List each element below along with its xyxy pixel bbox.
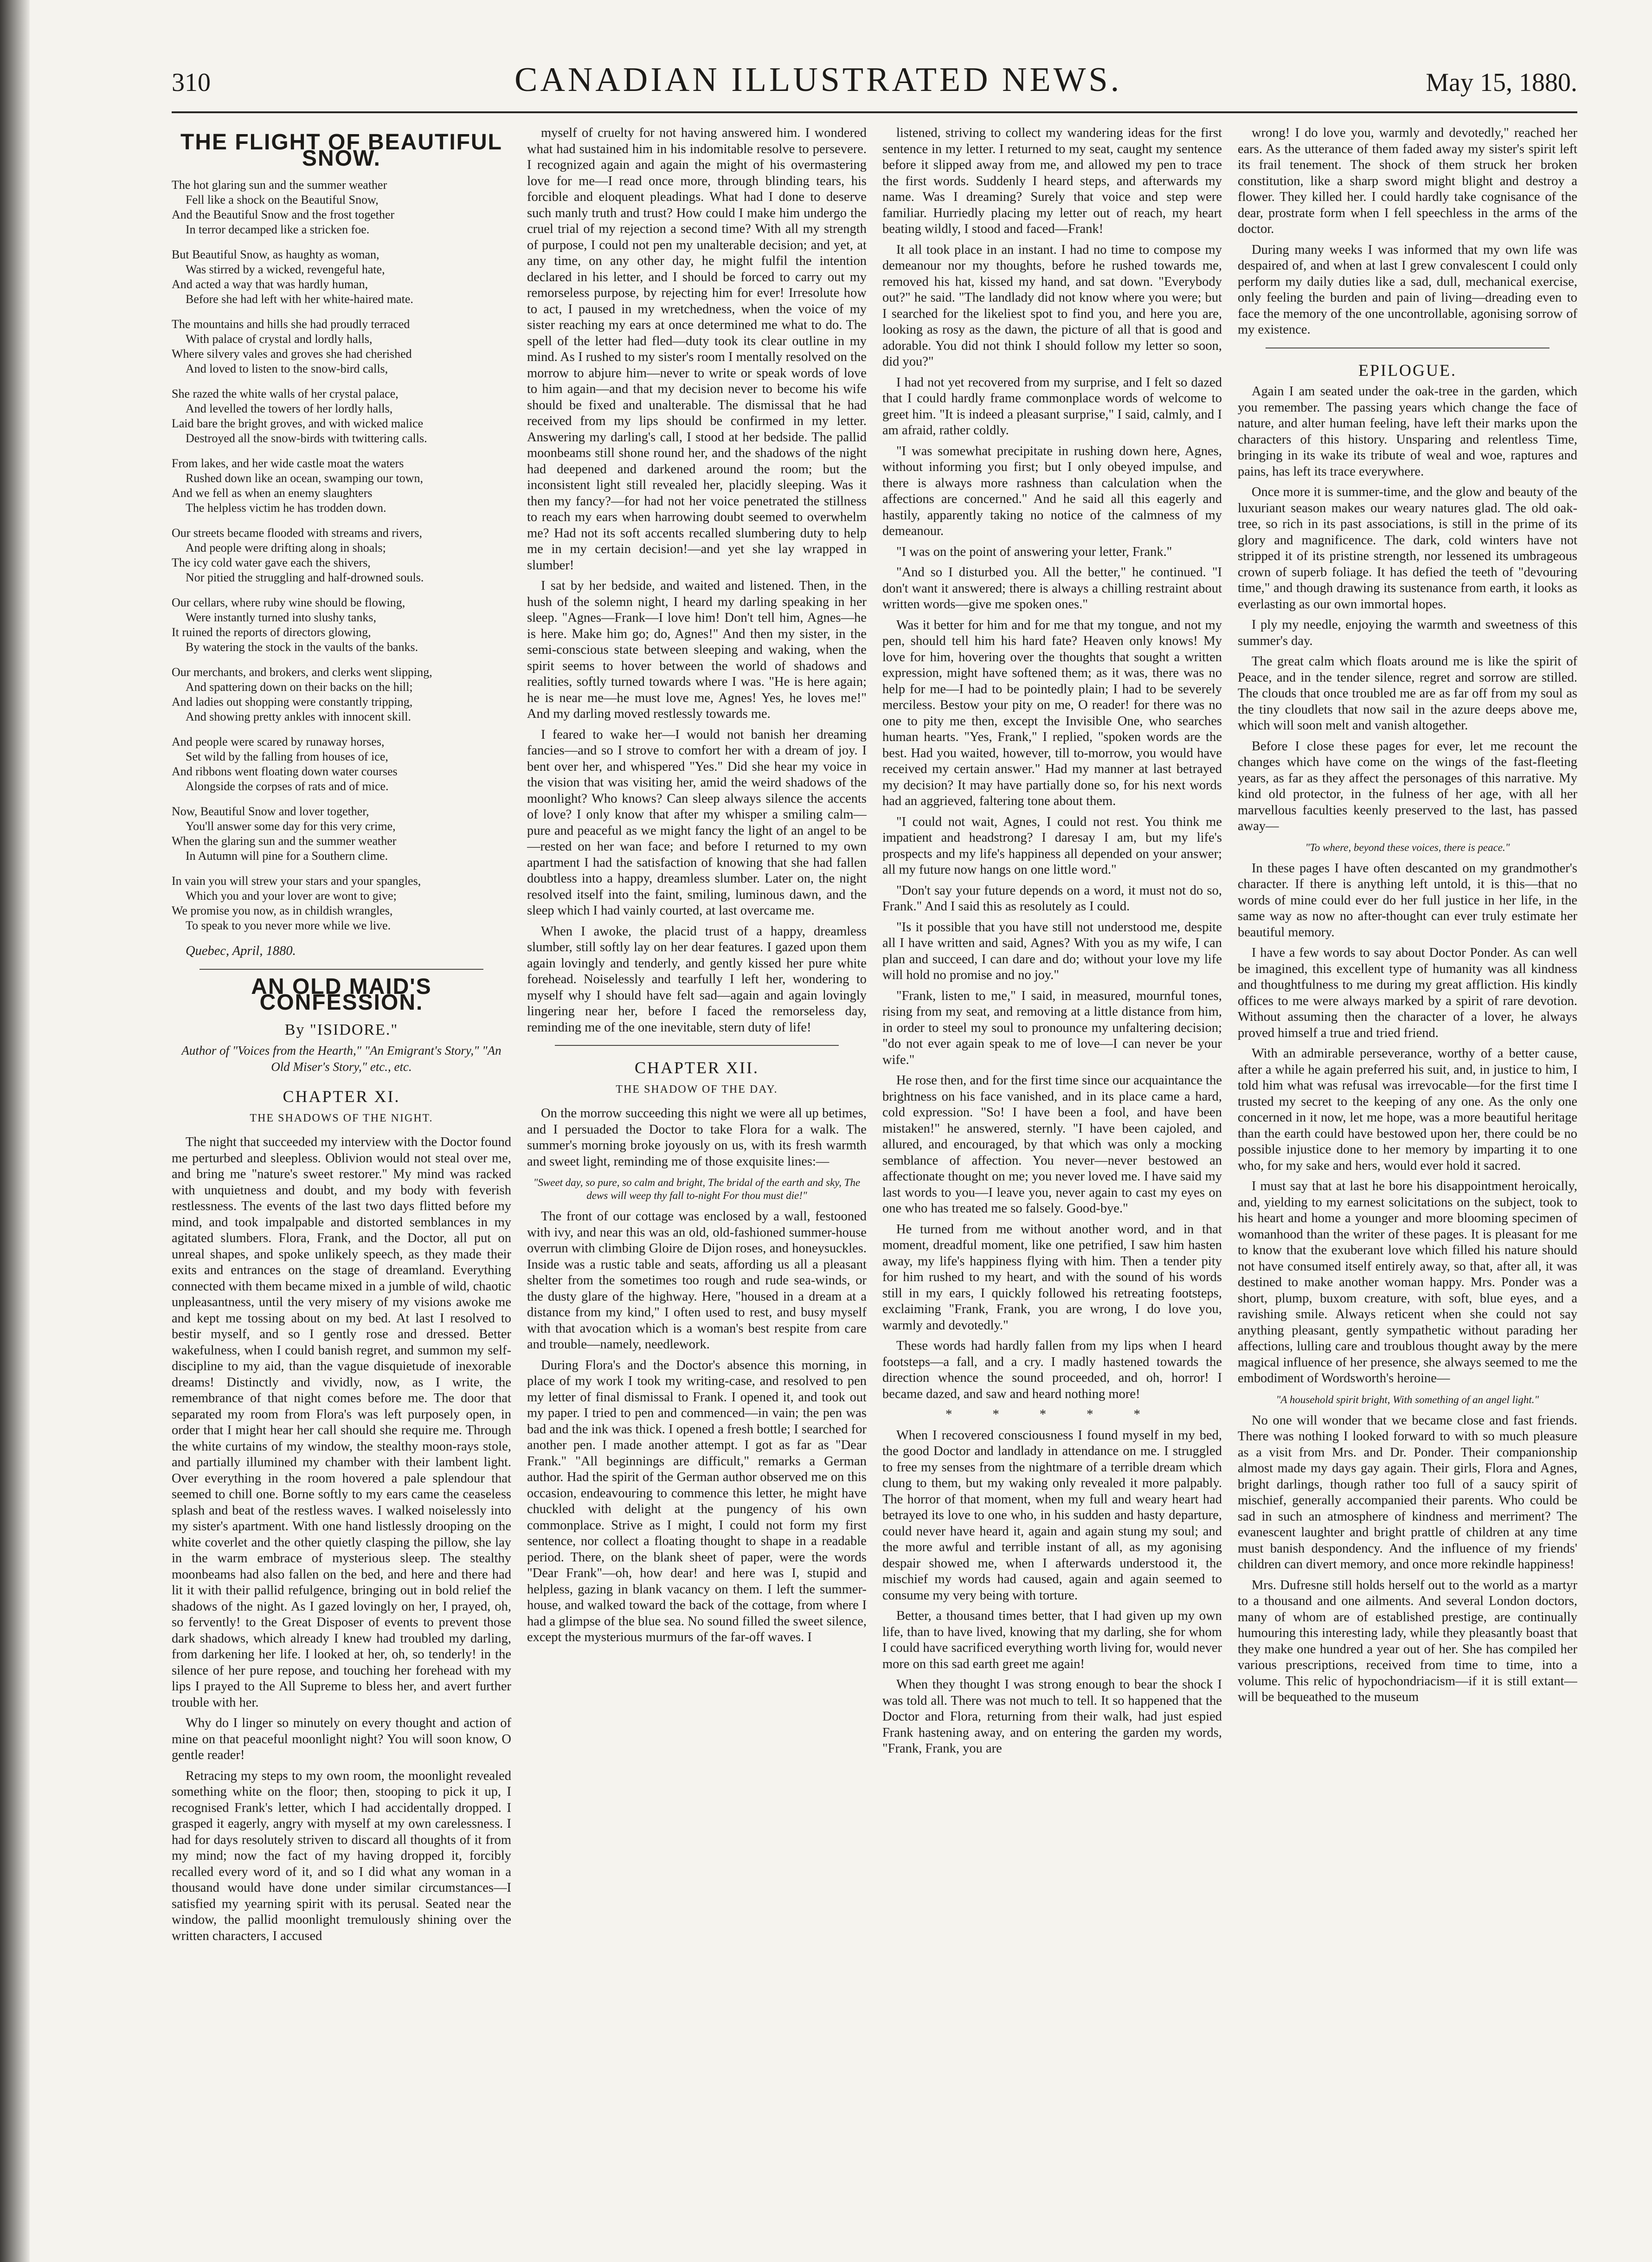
poem-line: And people were drifting along in shoals; (186, 541, 386, 554)
poem-line: But Beautiful Snow, as haughty as woman, (172, 248, 379, 261)
paragraph: He turned from me without another word, and in that moment, dreadful moment, like one petrified, I saw him hasten away, my life's happiness flying with him. Then a tender pity for him rushed to my heart, and with the sound of his words still in my ears, I quickly followed his retreating footsteps, exclaiming "Frank, Frank, you are wrong, I do love you, warmly and devotedly." (882, 1222, 1222, 1333)
poem-line: And ribbons went floating down water courses (172, 765, 398, 778)
poem-stanza (172, 456, 511, 516)
column-3-text-b (882, 1428, 1222, 1757)
paragraph: I must say that at last he bore his disappointment heroically, and, yielding to my earnest solicitations on the subject, took to his heart and home a younger and more blooming specimen of womanhood than the writer of these pages. It is pleasant for me to know that the exuberant love which filled his nature should not have consumed itself entirely away, so that, after all, it was destined to make another woman happy. Mrs. Ponder was a short, plump, buxom creature, with soft, blue eyes, and a ravishing smile. Always reticent when she could not say anything pleasant, gently sympathetic without parading her affections, lulling care and troublous thought away by the mere magical influence of her presence, she always seemed to me the embodiment of Wordsworth's heroine— (1238, 1179, 1577, 1386)
poem-line: The hot glaring sun and the summer weather (172, 178, 387, 192)
column-4-text-d (1238, 1413, 1577, 1706)
story-byline: By "ISIDORE." (284, 1021, 399, 1038)
column-1-text (172, 1134, 511, 1944)
paragraph: myself of cruelty for not having answered him. I wondered what had sustained him in his indomitable resolve to persevere. I recognized again and again the might of his overmastering love for me—I read once more, through blinding tears, his forcible and eloquent pleadings. What had I done to deserve such manly truth and trust? How could I make him undergo the cruel trial of my rejection a second time? With all my strength of purpose, I could not pen my unalterable decision; and yet, at any time, on any other day, he might fulfil the intention declared in his letter, and I should be forced to carry out my remorseless purpose, by rejecting him for ever! Irresolute how to act, I paused in my wretchedness, when the voice of my sister reaching my ears at once determined me what to do. The spell of the letter had fled—duty took its clear outline in my mind. As I rushed to my sister's room I mentally resolved on the morrow to abjure him—never to write or speak words of love to him again—and that my decision never to become his wife should be fixed and unalterable. The dismissal that he had received from my lips should be confirmed in my letter. Answering my darling's call, I stood at her bedside. The pallid moonbeams still shone round her, and the shadows of the night had deepened and darkened around the room; but the inconsistent light still revealed her, placidly sleeping. Was it then my fancy?—for had not her voice penetrated the stillness to reach my ears when harrowing doubt seemed to overwhelm me? Had not its soft accents recalled slumbering duty to help me in my certain decision!—and yet she lay wrapped in slumber! (527, 126, 867, 573)
poem-line: The mountains and hills she had proudly terraced (172, 317, 410, 331)
paragraph: "And so I disturbed you. All the better," he continued. "I don't want it answered; there is always a chilling restraint about written words—give me spoken ones." (882, 565, 1222, 612)
poem-line: Fell like a shock on the Beautiful Snow, (186, 193, 379, 206)
chapter-12-subtitle: THE SHADOW OF THE DAY. (616, 1083, 778, 1096)
poem-line: Laid bare the bright groves, and with wicked malice (172, 417, 424, 430)
poem-line: When the glaring sun and the summer weather (172, 834, 397, 848)
column-2 (527, 125, 867, 2241)
paragraph: When I awoke, the placid trust of a happy, dreamless slumber, still softly lay on her dear features. I gazed upon them again lovingly and tenderly, and gently kissed her pure white forehead. Noiselessly and tearfully I left her, wondering to myself why I should have felt sad—again and again lovingly lingering near her, before I faced the remorseless day, reminding me of the one inevitable, stern duty of life! (527, 924, 867, 1035)
paragraph: "I was somewhat precipitate in rushing down here, Agnes, without informing you first; but I only obeyed impulse, and there is always more rashness than calculation when the affections are concerned." And he said all this eagerly and hastily, apparently taking no notice of the calmness of my demeanour. (882, 444, 1222, 538)
column-2-text-c (527, 1209, 867, 1646)
poem-stanza (172, 178, 511, 237)
poem-line: Alongside the corpses of rats and of mice. (186, 780, 389, 793)
paragraph: "I could not wait, Agnes, I could not rest. You think me impatient and headstrong? I daresay I am, but my life's prospects and my life's happiness all depended on your answer; all my future now hangs on one little word." (882, 814, 1222, 877)
paragraph: "I was on the point of answering your letter, Frank." (896, 544, 1172, 559)
paragraph: listened, striving to collect my wandering ideas for the first sentence in my letter. I returned to my seat, caught my sentence before it slipped away from me, and allowed my pen to trace the first words. Suddenly I heard steps, and afterwards my name. Was I dreaming? Surely that voice and step were familiar. Hurriedly placing my letter out of reach, my heart beating wildly, I stood and faced—Frank! (882, 126, 1222, 236)
poem-stanza (172, 735, 511, 794)
column-2-text-a (527, 125, 867, 1036)
paragraph: On the morrow succeeding this night we were all up betimes, and I persuaded the Doctor to take Flora for a walk. The summer's morning broke joyously on us, with its fresh warmth and sweet light, reminding me of those exquisite lines:— (527, 1106, 867, 1169)
column-3-text-a (882, 125, 1222, 1402)
poem-line: And spattering down on their backs on the hill; (186, 680, 413, 694)
poem-line: The icy cold water gave each the shivers, (172, 556, 371, 569)
paragraph: I had not yet recovered from my surprise, and I felt so dazed that I could hardly frame commonplace words of welcome to greet him. "It is indeed a pleasant surprise," I said, calmly, and I am afraid, rather coldly. (882, 375, 1222, 438)
poem-title: THE FLIGHT OF BEAUTIFUL SNOW. (180, 130, 502, 171)
paragraph: With an admirable perseverance, worthy of a better cause, after a while he again preferred his suit, and, in justice to him, I told him what was refusal was irrevocable—for the first time I trusted my secret to the keeping of any one. As the only one concerned in it now, let me hope, was a more beautiful heritage than the earth could have bestowed upon her, there could be no possible injustice done to her memory by imparting it to one who, for my sake and hers, would ever hold it sacred. (1238, 1046, 1577, 1173)
paragraph: No one will wonder that we became close and fast friends. There was nothing I looked forward to with so much pleasure as a visit from Mrs. and Dr. Ponder. Their companionship almost made my days gay again. Their girls, Flora and Agnes, bright darlings, though rather too full of a saucy spirit of mischief, generally accompanied their parents. Who could be sad in such an atmosphere of kindness and merriment? The evanescent laughter and bright prattle of children at any time must banish despondency. And the influence of my friends' children can divert memory, and once more rekindle happiness! (1238, 1413, 1577, 1572)
paragraph: When they thought I was strong enough to bear the shock I was told all. There was not much to tell. It so happened that the Doctor and Flora, returning from their walk, had just espied Frank hastening away, and on entering the garden my words, "Frank, Frank, you are (882, 1677, 1222, 1756)
paragraph: Before I close these pages for ever, let me recount the changes which have come on the wings of the fast-fleeting years, as far as they affect the personages of this narrative. My kind old protector, in the fulness of her age, with all her marvellous faculties keenly preserved to the last, has passed away— (1238, 739, 1577, 833)
poem-line: She razed the white walls of her crystal palace, (172, 387, 399, 400)
poem-line: Our cellars, where ruby wine should be flowing, (172, 596, 405, 609)
paragraph: These words had hardly fallen from my lips when I heard footsteps—a fall, and a cry. I madly hastened towards the direction whence the sound proceeded, and oh, horror! I became dazed, and saw and heard nothing more! (882, 1339, 1222, 1401)
paragraph: Better, a thousand times better, that I had given up my own life, than to have lived, knowing that my darling, she for whom I could have sacrificed everything worth living for, would never more on this sad earth greet me again! (882, 1609, 1222, 1671)
poem-body (172, 178, 511, 933)
quote-household-spirit: "A household spirit bright, With something of an angel light." (1276, 1393, 1539, 1405)
poem-line: Rushed down like an ocean, swamping our town, (186, 471, 423, 485)
column-4 (1238, 125, 1577, 2241)
poem-line: Before she had left with her white-haired mate. (186, 292, 413, 306)
poem-line: In vain you will strew your stars and your spangles, (172, 874, 421, 888)
poem-line: In terror decamped like a stricken foe. (186, 223, 370, 236)
newspaper-title: CANADIAN ILLUSTRATED NEWS. (514, 61, 1122, 99)
issue-date: May 15, 1880. (1426, 68, 1577, 97)
poem-line: In Autumn will pine for a Southern clime. (186, 849, 388, 863)
poem-stanza (172, 526, 511, 585)
poem-line: Which you and your lover are wont to give; (186, 889, 397, 902)
paragraph: Why do I linger so minutely on every thought and action of mine on that peaceful moonlight night? You will soon know, O gentle reader! (172, 1716, 511, 1762)
poem-stanza (172, 804, 511, 864)
quote-beyond-voices: "To where, beyond these voices, there is peace." (1305, 841, 1510, 853)
paragraph: Retracing my steps to my own room, the moonlight revealed something white on the floor; then, stooping to pick it up, I recognised Frank's letter, which I had accidentally dropped. I grasped it eagerly, angry with myself at my own carelessness. I had for days resolutely striven to discard all thoughts of it from my mind; now the fact of my having dropped it, forcibly recalled every word of it, and so I did what any woman in a thousand would have done under similar circumstances—I satisfied my yearning spirit with its perusal. Seated near the window, the pallid moonlight tremulously shining over the written characters, I accused (172, 1768, 511, 1943)
paragraph: I feared to wake her—I would not banish her dreaming fancies—and so I strove to comfort her with a dream of joy. I bent over her, and whispered "Yes." Did she hear my voice in the vision that was visiting her, amid the weird shadows of the moonlight? Who knows? Can sleep always silence the accents of love? I only know that after my whisper a smiling calm—pure and peaceful as we might fancy the light of an angel to be—rested on her wan face; and before I returned to my own apartment I had the satisfaction of knowing that she had fallen doubtless into a happy, dreamless slumber. Later on, the night resolved itself into the faint, smiling, luminous dawn, and the sleep which I had vainly courted, at last overcame me. (527, 727, 867, 918)
chapter-12-title: CHAPTER XII. (635, 1058, 759, 1077)
column-4-text-b (1238, 384, 1577, 835)
poem-line: You'll answer some day for this very crime, (186, 819, 396, 833)
paragraph: During many weeks I was informed that my own life was despaired of, and when at last I grew convalescent I could only perform my daily duties like a sad, dull, mechanical exercise, only feeling the burden and pain of living—dreading even to face the memory of the one uncontrollable, agonising sorrow of my existence. (1238, 242, 1577, 337)
paragraph: "Don't say your future depends on a word, it must not do so, Frank." And I said this as resolutely as I could. (882, 883, 1222, 914)
poem-stanza (172, 387, 511, 446)
poem-line: Nor pitied the struggling and half-drowned souls. (186, 571, 424, 584)
poem-line: Set wild by the falling from houses of ice, (186, 750, 388, 763)
paragraph: During Flora's and the Doctor's absence this morning, in place of my work I took my writing-case, and resolved to pen my letter of final dismissal to Frank. I opened it, and took out my paper. I tried to pen and commenced—in vain; the pen was bad and the ink was thick. I opened a fresh bottle; I searched for another pen. I made another attempt. I got as far as "Dear Frank." "All beginnings are difficult," remarks a German author. Had the spirit of the German author observed me on this occasion, endeavouring to commence this letter, he might have chuckled with delight at the pungency of his own commonplace. Strive as I might, I could not form my first sentence, nor collect a floating thought to shape in a readable period. There, on the blank sheet of paper, were the words "Dear Frank"—oh, how dear! and here was I, stupid and helpless, gazing in blank vacancy on them. I left the summer-house, and walked toward the back of the cottage, from where I had a glimpse of the blue sea. No sound filled the sweet silence, except the mysterious murmurs of the far-off waves. I (527, 1358, 867, 1644)
poem-line: We promise you now, as in childish wrangles, (172, 904, 393, 917)
paragraph: "Frank, listen to me," I said, in measured, mournful tones, rising from my seat, and removing at a little distance from him, in order to steel my soul to pronounce my unfaltering decision; "do not ever again speak to me of love—I can never be your wife." (882, 988, 1222, 1067)
poem-stanza (172, 595, 511, 655)
divider (555, 1045, 839, 1046)
poem-line: And people were scared by runaway horses, (172, 735, 385, 748)
masthead (172, 60, 1577, 113)
poem-stanza (172, 247, 511, 307)
paragraph: When I recovered consciousness I found myself in my bed, the good Doctor and landlady in attendance on me. I struggled to free my senses from the nightmare of a terrible dream which clung to them, but my waking only revealed it more palpably. The horror of that moment, when my full and weary heart had betrayed its love to one who, in his sudden and hasty departure, could never have heard it, again and again stung my soul; and the more awful and terrible instant of all, as my agonising despair showed me, when I afterwards understood it, the mischief my words had caused, again and again seemed to consume my very being with torture. (882, 1428, 1222, 1603)
page-number: 310 (172, 68, 211, 97)
poem-line: And levelled the towers of her lordly halls, (186, 402, 393, 415)
poem-line: With palace of crystal and lordly halls, (186, 332, 373, 346)
column-2-text-b (527, 1106, 867, 1170)
poem-line: The helpless victim he has trodden down. (186, 501, 386, 515)
poem-signoff: Quebec, April, 1880. (186, 944, 296, 958)
poem-line: And showing pretty ankles with innocent skill. (186, 710, 411, 723)
chapter-11-title: CHAPTER XI. (283, 1087, 400, 1106)
paragraph: Mrs. Dufresne still holds herself out to the world as a martyr to a thousand and one ailments. And several London doctors, many of whom are of established prestige, are continually humouring this interesting lady, while they pleasantly boast that they make one hundred a year out of her. She has compiled her various prescriptions, received from time to time, into a volume. This relic of hypochondriacism—if it is still extant—will be bequeathed to the museum (1238, 1578, 1577, 1704)
poem-stanza (172, 317, 511, 376)
poem-line: To speak to you never more while we live. (186, 919, 391, 932)
column-1 (172, 125, 511, 2241)
paragraph: In these pages I have often descanted on my grandmother's character. If there is anything left untold, it is this—that no words of mine could ever do her full justice in her life, in the same way as now no after-thought can ever truly estimate her beautiful memory. (1238, 861, 1577, 940)
paragraph: Was it better for him and for me that my tongue, and not my pen, should tell him his hard fate? Heaven only knows! My love for him, hovering over the thoughts that sought a written expression, might have softened them; as it was, there was no help for me—I had to be pointedly plain; I had to be severely merciless. Bestow your pity on me, O reader! for there was no one to pity me then, except the Invisible One, who searches human hearts. "Yes, Frank," I replied, "spoken words are the best. Had you waited, however, till to-morrow, you would have received my certain answer." Had my manner at last betrayed my decision? It may have partially done so, for his next words had an aggrieved, faltering tone about them. (882, 618, 1222, 808)
paragraph: wrong! I do love you, warmly and devotedly," reached her ears. As the utterance of them faded away my sister's spirit left its frail tenement. The shock of them struck her broken constitution, like a sharp sword might blight and destroy a flower. They killed her. I could hardly take cognisance of the dear, prostrate form when I fell speechless in the arms of the doctor. (1238, 126, 1577, 236)
paragraph: The night that succeeded my interview with the Doctor found me perturbed and sleepless. Oblivion would not steal over me, and bring me "nature's sweet restorer." My mind was racked with unquietness and doubt, and my body with feverish restlessness. The events of the last two days flitted before my mind, and took impalpable and distorted semblances in my agitated slumbers. Flora, Frank, and the Doctor, all put on unreal shapes, and spoke unlikely speech, as they made their exits and entrances on the stage of dreamland. Everything connected with them became mixed in a jumble of wild, chaotic unpleasantness, until the very misery of my visions awoke me and kept me tossing about on my bed. At last I resolved to bestir myself, and so I gently rose and dressed. Better wakefulness, when I could banish regret, and summon my self-discipline to my aid, than the vague disquietude of inexorable dreams! Distinctly and vividly, now, as I write, the remembrance of that night comes before me. The door that separated my room from Flora's was left purposely open, in order that I might hear her call should she require me. Through the white curtains of my window, the stealthy moon-rays stole, and partially illumined my chamber with their lambent light. Over everything in the room hovered a pale splendour that seemed to chill one. Borne softly to my ears came the ceaseless splash and beat of the restless waves. I walked noiselessly into my sister's apartment. With one hand listlessly drooping on the white coverlet and the other quietly clasping the pillow, she lay in the warm embrace of mysterious sleep. The stealthy moonbeams had also fallen on the bed, and here and there had lit it with their pallid refulgence, bringing out in bold relief the shadows of the night. As I gazed lovingly on her, I prayed, oh, so fervently! to the Great Disposer of events to prevent those dark shadows, which already I knew had troubled my darling, from darkening her life. I looked at her, oh, so tenderly! in the silence of her pure repose, and touching her forehead with my lips I prayed to the All Supreme to bless her, and avert further trouble with her. (172, 1135, 511, 1710)
poem-line: And loved to listen to the snow-bird calls, (186, 362, 388, 375)
poem-line: Where silvery vales and groves she had cherished (172, 347, 412, 361)
poem-line: Now, Beautiful Snow and lover together, (172, 805, 369, 818)
paragraph: I sat by her bedside, and waited and listened. Then, in the hush of the solemn night, I heard my darling speaking in her sleep. "Agnes—Frank—I love him! Don't tell him, Agnes—he is here. Make him go; do, Agnes!" And then my sister, in the semi-conscious state between sleeping and waking, when the spirit seems to hover between the world of shadows and realities, softly turned towards where I was. "He is here again; he is near me—he must love me, Agnes! Yes, he loves me!" And my darling moved restlessly towards me. (527, 579, 867, 721)
poem-line: And we fell as when an enemy slaughters (172, 486, 373, 500)
story-title: AN OLD MAID'S CONFESSION. (251, 974, 432, 1015)
column-3 (882, 125, 1222, 2241)
paragraph: I have a few words to say about Doctor Ponder. As can well be imagined, this excellent type of humanity was all kindness and thoughtfulness to me during my great affliction. His kindly offices to me were always marked by a spirit of rare devotion. Without assuming then the character of a lover, he always proved himself a true and tried friend. (1238, 946, 1577, 1040)
poem-line: Our streets became flooded with streams and rivers, (172, 526, 423, 540)
divider (199, 969, 483, 970)
quote-sweet-day: "Sweet day, so pure, so calm and bright, The bridal of the earth and sky, The dews will weep thy fall to-night For thou must die!" (533, 1177, 861, 1201)
poem-line: Was stirred by a wicked, revengeful hate, (186, 263, 385, 276)
paragraph: He rose then, and for the first time since our acquaintance the brightness on his face vanished, and in its place came a hard, cold expression. "So! I have been a fool, and have been mistaken!" he answered, sternly. "I have been cajoled, and allured, and encouraged, by that which was only a mocking semblance of affection. You never—never bestowed an affectionate thought on me; you never loved me. I have said my last words to you—I leave you, never again to cast my eyes on one who has treated me so falsely. Good-bye." (882, 1073, 1222, 1216)
poem-line: Were instantly turned into slushy tanks, (186, 611, 376, 624)
poem-stanza (172, 665, 511, 724)
chapter-11-subtitle: THE SHADOWS OF THE NIGHT. (250, 1112, 433, 1124)
poem-stanza (172, 874, 511, 933)
poem-line: From lakes, and her wide castle moat the waters (172, 457, 404, 470)
binding-gutter (0, 0, 30, 2262)
story-credits: Author of "Voices from the Hearth," "An Emigrant's Story," "An Old Miser's Story," etc., etc. (181, 1044, 501, 1074)
poem-line: And the Beautiful Snow and the frost together (172, 208, 395, 221)
poem-line: And ladies out shopping were constantly tripping, (172, 695, 413, 709)
epilogue-title: EPILOGUE. (1358, 361, 1457, 380)
article-columns (172, 125, 1577, 2241)
paragraph: Once more it is summer-time, and the glow and beauty of the luxuriant season makes our weary natures glad. The old oak-tree, so rich in its past associations, is still in the prime of its glory and magnificence. The dark, cold winters have not stripped it of its pristine strength, nor lessened its umbrageous crown of superb foliage. It has defied the teeth of "devouring time," and though drawing its sustenance from earth, it looks as everlasting as our own immortal hopes. (1238, 485, 1577, 612)
column-4-text-c (1238, 861, 1577, 1387)
paragraph: It all took place in an instant. I had no time to compose my demeanour nor my thoughts, before he rushed towards me, removed his hat, kissed my hand, and sat down. "Everybody out?" he said. "The landlady did not know where you were; but I searched for the likeliest spot to find you, and here you are, looking as rosy as the dawn, the picture of all that is good and adorable. You did not think I should follow my letter so soon, did you?" (882, 242, 1222, 369)
paragraph: "Is it possible that you have still not understood me, despite all I have written and said, Agnes? With you as my wife, I can plan and succeed, I can dare and do; without your love my life will hold no promise and no joy." (882, 920, 1222, 982)
poem-line: Our merchants, and brokers, and clerks went slipping, (172, 665, 432, 679)
poem-line: Destroyed all the snow-birds with twittering calls. (186, 432, 427, 445)
poem-line: It ruined the reports of directors glowing, (172, 625, 371, 639)
paragraph: I ply my needle, enjoying the warmth and sweetness of this summer's day. (1238, 618, 1577, 648)
column-4-text-a (1238, 125, 1577, 338)
poem-line: And acted a way that was hardly human, (172, 277, 368, 291)
paragraph: Again I am seated under the oak-tree in the garden, which you remember. The passing years which change the face of nature, and alter human feeling, have left their marks upon the characters of this history. Unsparing and relentless Time, bringing in its wake its tribute of weal and woe, raptures and pains, has left its trace everywhere. (1238, 384, 1577, 479)
paragraph: The great calm which floats around me is like the spirit of Peace, and in the tender silence, regret and sorrow are stilled. The clouds that once troubled me are as far off from my soul as the tiny cloudlets that now sail in the azure deeps above me, which will soon melt and vanish altogether. (1238, 654, 1577, 733)
paragraph: The front of our cottage was enclosed by a wall, festooned with ivy, and near this was an old, old-fashioned summer-house overrun with climbing Gloire de Dijon roses, and honeysuckles. Inside was a rustic table and seats, affording us all a pleasant shelter from the sometimes too rough and rude sea-winds, or the dusty glare of the highway. Here, "housed in a dream at a distance from my kind," I often used to rest, and busy myself with that avocation which is a woman's best respite from care and trouble—namely, needlework. (527, 1209, 867, 1352)
poem-line: By watering the stock in the vaults of the banks. (186, 640, 418, 654)
section-stars: * * * * * (945, 1407, 1159, 1422)
